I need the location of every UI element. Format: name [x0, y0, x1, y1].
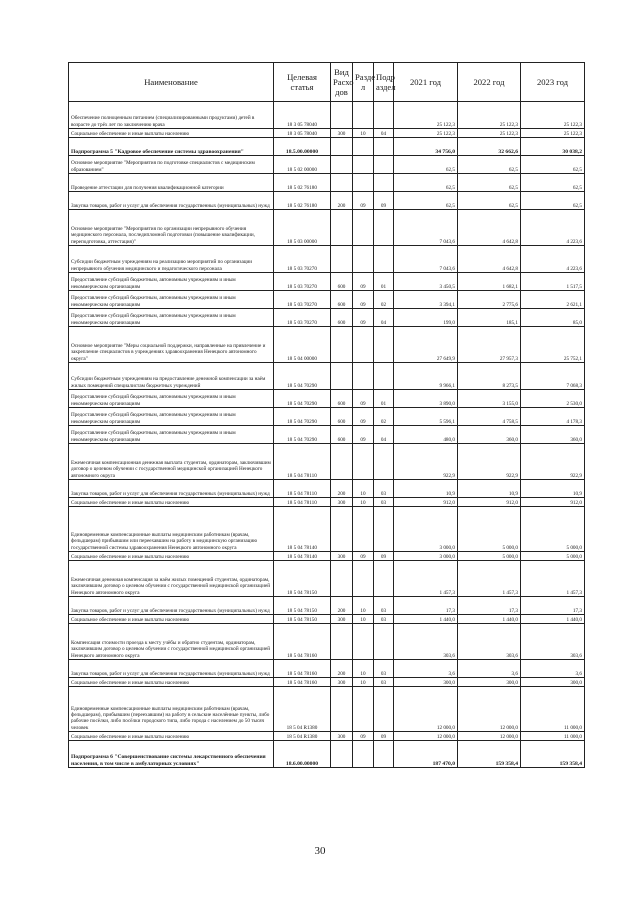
cell-pr — [374, 363, 394, 390]
cell-y1: 3 000,0 — [394, 507, 458, 552]
cell-pr — [374, 156, 394, 174]
cell-y3: 62,5 — [521, 192, 585, 210]
cell-code: 18 5 02 00000 — [274, 156, 331, 174]
header-subsection: Подр аздел — [374, 63, 394, 102]
cell-rz — [353, 210, 374, 246]
cell-rz — [353, 363, 374, 390]
cell-code: 18 5 04 70290 — [274, 426, 331, 444]
cell-y2: 5 000,0 — [458, 507, 521, 552]
cell-y3: 11 000,0 — [521, 732, 585, 741]
cell-code: 18 5 04 R1380 — [274, 687, 331, 732]
cell-code: 18 5 04 70290 — [274, 390, 331, 408]
cell-vid — [331, 102, 353, 129]
cell-y3: 85,0 — [521, 309, 585, 327]
cell-y3: 300,0 — [521, 678, 585, 687]
table-row — [69, 498, 585, 507]
cell-pr: 04 — [374, 426, 394, 444]
cell-y2: 185,1 — [458, 309, 521, 327]
cell-y1: 300,0 — [394, 678, 458, 687]
cell-name: Предоставление субсидий бюджетным, автономным учреждениям и иным некоммерческим организациям — [69, 390, 274, 408]
cell-pr: 04 — [374, 309, 394, 327]
cell-y1: 1 440,0 — [394, 615, 458, 624]
table-row — [69, 624, 585, 660]
cell-vid — [331, 561, 353, 597]
cell-code: 18 5 04 R1380 — [274, 732, 331, 741]
cell-y3: 5 000,0 — [521, 507, 585, 552]
table-row — [69, 687, 585, 732]
cell-vid — [331, 138, 353, 156]
cell-name: Обеспечение полноценным питанием (специализированными продуктами) детей в возрасте до трёх лет по заключению врача — [69, 102, 274, 129]
cell-rz: 09 — [353, 192, 374, 210]
cell-rz: 10 — [353, 498, 374, 507]
cell-code: 18 5 02 76180 — [274, 192, 331, 210]
cell-rz — [353, 246, 374, 273]
cell-y2: 922,9 — [458, 444, 521, 480]
cell-rz: 09 — [353, 291, 374, 309]
cell-y3: 922,9 — [521, 444, 585, 480]
cell-y1: 912,0 — [394, 498, 458, 507]
cell-name: Субсидии бюджетным учреждениям на реализацию мероприятий по организации непрерывного обучения медицинского и педагогического персонала — [69, 246, 274, 273]
cell-y2: 4 758,5 — [458, 408, 521, 426]
table-row — [69, 156, 585, 174]
cell-y1: 922,9 — [394, 444, 458, 480]
cell-rz: 10 — [353, 480, 374, 498]
cell-vid: 600 — [331, 273, 353, 291]
cell-y1: 3 394,1 — [394, 291, 458, 309]
cell-code: 18 5 04 00000 — [274, 327, 331, 363]
cell-code: 18 5 04 78160 — [274, 624, 331, 660]
cell-code: 18 5 04 78160 — [274, 660, 331, 678]
cell-y3: 4 223,6 — [521, 210, 585, 246]
cell-vid: 200 — [331, 480, 353, 498]
cell-code: 18 5 04 78150 — [274, 615, 331, 624]
cell-rz: 10 — [353, 129, 374, 138]
cell-vid: 600 — [331, 309, 353, 327]
cell-rz: 09 — [353, 390, 374, 408]
cell-y1: 187 470,0 — [394, 741, 458, 768]
cell-vid: 600 — [331, 291, 353, 309]
table-row — [69, 138, 585, 156]
cell-code: 18.6.00.00000 — [274, 741, 331, 768]
cell-pr — [374, 174, 394, 192]
table-row — [69, 480, 585, 498]
cell-code: 18 3 05 78040 — [274, 102, 331, 129]
cell-y2: 303,6 — [458, 624, 521, 660]
cell-y2: 8 273,5 — [458, 363, 521, 390]
header-2022: 2022 год — [458, 63, 521, 102]
cell-name: Социальное обеспечение и иные выплаты населению — [69, 678, 274, 687]
cell-y2: 2 775,6 — [458, 291, 521, 309]
table-row — [69, 615, 585, 624]
cell-y1: 17,3 — [394, 597, 458, 615]
cell-y1: 10,9 — [394, 480, 458, 498]
table-row — [69, 210, 585, 246]
cell-pr: 03 — [374, 615, 394, 624]
cell-y1: 199,0 — [394, 309, 458, 327]
cell-name: Основное мероприятие "Меры социальной поддержки, направленные на привлечение и закрепление специалистов в учреждениях здравоохранения Ненецкого автономного округа" — [69, 327, 274, 363]
table-row — [69, 192, 585, 210]
cell-code: 18 5 03 70270 — [274, 291, 331, 309]
cell-pr: 01 — [374, 390, 394, 408]
cell-rz — [353, 561, 374, 597]
cell-vid — [331, 210, 353, 246]
table-body — [69, 102, 585, 768]
table-row — [69, 174, 585, 192]
cell-pr: 03 — [374, 480, 394, 498]
cell-name: Предоставление субсидий бюджетным, автономным учреждениям и иным некоммерческим организациям — [69, 291, 274, 309]
table-row — [69, 507, 585, 552]
cell-code: 18 5 04 78140 — [274, 507, 331, 552]
cell-name: Проведение аттестации для получения квалификационной категории — [69, 174, 274, 192]
cell-y2: 32 662,6 — [458, 138, 521, 156]
cell-name: Единовременные компенсационные выплаты медицинским работникам (врачам, фельдшерам) прибывшим или переехавшим на работу в медицинскую организацию государственной системы здравоохранения Ненецкого автономного округа — [69, 507, 274, 552]
cell-rz — [353, 156, 374, 174]
cell-code: 18 5 04 70290 — [274, 408, 331, 426]
header-name: Наименование — [69, 63, 274, 102]
cell-y1: 3 000,0 — [394, 552, 458, 561]
cell-y2: 300,0 — [458, 678, 521, 687]
cell-name: Социальное обеспечение и иные выплаты населению — [69, 129, 274, 138]
cell-name: Предоставление субсидий бюджетным, автономным учреждениям и иным некоммерческим организациям — [69, 273, 274, 291]
cell-y1: 25 122,3 — [394, 129, 458, 138]
cell-name: Закупка товаров, работ и услуг для обеспечения государственных (муниципальных) нужд — [69, 597, 274, 615]
cell-vid — [331, 444, 353, 480]
cell-vid: 300 — [331, 732, 353, 741]
cell-y3: 4 178,3 — [521, 408, 585, 426]
cell-y1: 3 450,5 — [394, 273, 458, 291]
cell-code: 18 5 04 78110 — [274, 480, 331, 498]
cell-pr: 09 — [374, 552, 394, 561]
cell-y2: 4 642,8 — [458, 246, 521, 273]
cell-y2: 360,0 — [458, 426, 521, 444]
cell-y2: 10,9 — [458, 480, 521, 498]
cell-rz — [353, 507, 374, 552]
budget-table-sheet — [68, 62, 584, 768]
cell-rz — [353, 444, 374, 480]
header-target: Целевая статья — [274, 63, 331, 102]
cell-vid: 200 — [331, 660, 353, 678]
cell-rz — [353, 687, 374, 732]
cell-rz: 09 — [353, 552, 374, 561]
cell-name: Социальное обеспечение и иные выплаты населению — [69, 552, 274, 561]
table-row — [69, 561, 585, 597]
cell-rz: 09 — [353, 408, 374, 426]
cell-y2: 4 642,8 — [458, 210, 521, 246]
cell-y3: 1 457,3 — [521, 561, 585, 597]
cell-rz — [353, 327, 374, 363]
cell-y2: 62,5 — [458, 192, 521, 210]
cell-vid: 600 — [331, 390, 353, 408]
cell-y2: 17,3 — [458, 597, 521, 615]
cell-rz — [353, 624, 374, 660]
cell-vid — [331, 174, 353, 192]
cell-name: Основное мероприятие "Мероприятия по подготовке специалистов с медицинским образованием" — [69, 156, 274, 174]
cell-y2: 62,5 — [458, 174, 521, 192]
cell-name: Ежемесячная денежная компенсация за наём жилых помещений студентам, ординаторам, заключившим договор о целевом обучении с государственной медицинской организацией Ненецкого автономного округа — [69, 561, 274, 597]
cell-vid: 300 — [331, 498, 353, 507]
cell-pr: 09 — [374, 732, 394, 741]
cell-y1: 25 122,3 — [394, 102, 458, 129]
cell-pr: 09 — [374, 192, 394, 210]
cell-y3: 30 038,2 — [521, 138, 585, 156]
cell-y3: 303,6 — [521, 624, 585, 660]
cell-pr — [374, 246, 394, 273]
cell-name: Социальное обеспечение и иные выплаты населению — [69, 615, 274, 624]
cell-vid: 600 — [331, 408, 353, 426]
cell-y1: 62,5 — [394, 174, 458, 192]
cell-pr — [374, 741, 394, 768]
cell-vid — [331, 741, 353, 768]
cell-y3: 62,5 — [521, 174, 585, 192]
cell-rz — [353, 102, 374, 129]
cell-rz — [353, 174, 374, 192]
cell-rz — [353, 741, 374, 768]
table-row — [69, 309, 585, 327]
cell-y1: 303,6 — [394, 624, 458, 660]
cell-name: Субсидии бюджетным учреждениям на предоставление денежной компенсации за наём жилых помещений специалистам бюджетных учреждений — [69, 363, 274, 390]
cell-name: Подпрограмма 6 "Совершенствование системы лекарственного обеспечения населения, в том числе в амбулаторных условиях" — [69, 741, 274, 768]
cell-vid — [331, 246, 353, 273]
cell-vid — [331, 507, 353, 552]
cell-name: Социальное обеспечение и иные выплаты населению — [69, 732, 274, 741]
cell-name: Закупка товаров, работ и услуг для обеспечения государственных (муниципальных) нужд — [69, 660, 274, 678]
cell-y2: 25 122,3 — [458, 129, 521, 138]
page-number: 30 — [314, 845, 326, 857]
cell-pr: 02 — [374, 291, 394, 309]
cell-name: Предоставление субсидий бюджетным, автономным учреждениям и иным некоммерческим организациям — [69, 309, 274, 327]
cell-rz: 10 — [353, 678, 374, 687]
cell-rz — [353, 138, 374, 156]
cell-vid — [331, 156, 353, 174]
table-row — [69, 129, 585, 138]
cell-code: 18 5 04 78160 — [274, 678, 331, 687]
cell-rz: 09 — [353, 273, 374, 291]
cell-rz: 10 — [353, 660, 374, 678]
cell-pr — [374, 327, 394, 363]
table-row — [69, 678, 585, 687]
cell-pr: 04 — [374, 129, 394, 138]
cell-pr — [374, 507, 394, 552]
cell-code: 18 5 04 78150 — [274, 561, 331, 597]
cell-code: 18.5.00.00000 — [274, 138, 331, 156]
table-row — [69, 732, 585, 741]
cell-y3: 1 517,5 — [521, 273, 585, 291]
cell-y2: 159 358,4 — [458, 741, 521, 768]
table-row — [69, 273, 585, 291]
cell-y2: 3 155,0 — [458, 390, 521, 408]
table-row — [69, 291, 585, 309]
cell-y3: 1 440,0 — [521, 615, 585, 624]
cell-pr: 03 — [374, 498, 394, 507]
cell-code: 18 5 03 70270 — [274, 246, 331, 273]
cell-y3: 25 122,3 — [521, 129, 585, 138]
cell-y3: 4 223,6 — [521, 246, 585, 273]
cell-code: 18 5 03 00000 — [274, 210, 331, 246]
cell-vid: 300 — [331, 129, 353, 138]
cell-y1: 27 649,9 — [394, 327, 458, 363]
table-row — [69, 390, 585, 408]
cell-y1: 3 890,0 — [394, 390, 458, 408]
header-section: Разде л — [353, 63, 374, 102]
cell-y1: 3,6 — [394, 660, 458, 678]
cell-code: 18 5 04 78150 — [274, 597, 331, 615]
table-row — [69, 363, 585, 390]
cell-y2: 25 122,3 — [458, 102, 521, 129]
table-row — [69, 597, 585, 615]
cell-vid — [331, 687, 353, 732]
cell-vid: 200 — [331, 597, 353, 615]
table-row — [69, 408, 585, 426]
table-row — [69, 444, 585, 480]
cell-name: Ежемесячная компенсационная денежная выплата студентам, ординаторам, заключившим договор о целевом обучении с государственной медицинской организацией Ненецкого автономного округа — [69, 444, 274, 480]
cell-vid: 300 — [331, 615, 353, 624]
cell-name: Предоставление субсидий бюджетным, автономным учреждениям и иным некоммерческим организациям — [69, 426, 274, 444]
cell-y1: 7 043,6 — [394, 210, 458, 246]
cell-pr: 02 — [374, 408, 394, 426]
cell-y2: 27 957,3 — [458, 327, 521, 363]
cell-pr — [374, 444, 394, 480]
cell-pr — [374, 561, 394, 597]
cell-y2: 62,5 — [458, 156, 521, 174]
cell-y1: 5 596,1 — [394, 408, 458, 426]
table-row — [69, 660, 585, 678]
cell-y3: 62,5 — [521, 156, 585, 174]
cell-pr — [374, 687, 394, 732]
cell-code: 18 5 04 78140 — [274, 552, 331, 561]
cell-y2: 5 000,0 — [458, 552, 521, 561]
cell-y1: 1 457,3 — [394, 561, 458, 597]
cell-name: Единовременные компенсационные выплаты медицинским работникам (врачам, фельдшерам), прибывшим (переехавшим) на работу в сельские населённые пункты, либо рабочие посёлки, либо посёлки городского типа, либо города с населением до 50 тысяч человек — [69, 687, 274, 732]
cell-y1: 12 000,0 — [394, 732, 458, 741]
cell-vid: 300 — [331, 552, 353, 561]
cell-y1: 480,0 — [394, 426, 458, 444]
cell-code: 18 5 02 76180 — [274, 174, 331, 192]
cell-pr: 03 — [374, 597, 394, 615]
cell-y1: 12 000,0 — [394, 687, 458, 732]
cell-y3: 7 068,3 — [521, 363, 585, 390]
cell-code: 18 5 04 70290 — [274, 363, 331, 390]
cell-name: Основное мероприятие "Мероприятия по организации непрерывного обучения медицинского персонала, последипломной подготовки (повышение квалификации, переподготовка, аттестация)" — [69, 210, 274, 246]
cell-y2: 12 000,0 — [458, 732, 521, 741]
cell-pr — [374, 102, 394, 129]
cell-y3: 159 358,4 — [521, 741, 585, 768]
cell-y3: 11 000,0 — [521, 687, 585, 732]
cell-code: 18 5 03 70270 — [274, 309, 331, 327]
cell-y2: 1 457,3 — [458, 561, 521, 597]
cell-pr — [374, 210, 394, 246]
cell-y1: 9 966,1 — [394, 363, 458, 390]
cell-pr: 03 — [374, 678, 394, 687]
cell-name: Социальное обеспечение и иные выплаты населению — [69, 498, 274, 507]
cell-y3: 25 752,1 — [521, 327, 585, 363]
cell-y3: 10,9 — [521, 480, 585, 498]
cell-name: Компенсация стоимости проезда к месту учёбы и обратно студентам, ординаторам, заключившим договор о целевом обучении с государственной медицинской организацией Ненецкого автономного округа — [69, 624, 274, 660]
cell-rz: 10 — [353, 597, 374, 615]
cell-code: 18 5 04 78110 — [274, 444, 331, 480]
cell-code: 18 3 05 78040 — [274, 129, 331, 138]
cell-pr: 01 — [374, 273, 394, 291]
cell-vid — [331, 327, 353, 363]
header-2023: 2023 год — [521, 63, 585, 102]
cell-y3: 25 122,3 — [521, 102, 585, 129]
cell-y1: 34 756,0 — [394, 138, 458, 156]
cell-y3: 5 000,0 — [521, 552, 585, 561]
cell-name: Закупка товаров, работ и услуг для обеспечения государственных (муниципальных) нужд — [69, 192, 274, 210]
cell-vid — [331, 363, 353, 390]
cell-pr — [374, 138, 394, 156]
cell-y2: 1 682,1 — [458, 273, 521, 291]
cell-name: Подпрограмма 5 "Кадровое обеспечение системы здравоохранения" — [69, 138, 274, 156]
table-row — [69, 246, 585, 273]
cell-y3: 360,0 — [521, 426, 585, 444]
cell-y2: 1 440,0 — [458, 615, 521, 624]
cell-code: 18 5 03 70270 — [274, 273, 331, 291]
cell-y1: 62,5 — [394, 156, 458, 174]
cell-y1: 62,5 — [394, 192, 458, 210]
cell-name: Предоставление субсидий бюджетным, автономным учреждениям и иным некоммерческим организациям — [69, 408, 274, 426]
cell-name: Закупка товаров, работ и услуг для обеспечения государственных (муниципальных) нужд — [69, 480, 274, 498]
budget-table — [68, 62, 585, 768]
cell-rz: 09 — [353, 732, 374, 741]
header-2021: 2021 год — [394, 63, 458, 102]
table-header-row — [69, 63, 585, 102]
cell-code: 18 5 04 78110 — [274, 498, 331, 507]
cell-rz: 09 — [353, 426, 374, 444]
table-row — [69, 327, 585, 363]
cell-rz: 10 — [353, 615, 374, 624]
header-kind: Вид Расхо дов — [331, 63, 353, 102]
cell-y3: 912,0 — [521, 498, 585, 507]
cell-y3: 17,3 — [521, 597, 585, 615]
cell-y3: 2 621,1 — [521, 291, 585, 309]
cell-pr: 03 — [374, 660, 394, 678]
cell-vid: 600 — [331, 426, 353, 444]
cell-vid: 200 — [331, 192, 353, 210]
table-row — [69, 741, 585, 768]
table-row — [69, 552, 585, 561]
table-row — [69, 102, 585, 129]
cell-pr — [374, 624, 394, 660]
cell-y2: 12 000,0 — [458, 687, 521, 732]
cell-y2: 3,6 — [458, 660, 521, 678]
cell-rz: 09 — [353, 309, 374, 327]
cell-vid: 300 — [331, 678, 353, 687]
cell-y3: 3,6 — [521, 660, 585, 678]
cell-y3: 2 530,0 — [521, 390, 585, 408]
cell-y2: 912,0 — [458, 498, 521, 507]
cell-vid — [331, 624, 353, 660]
cell-y1: 7 043,6 — [394, 246, 458, 273]
table-row — [69, 426, 585, 444]
